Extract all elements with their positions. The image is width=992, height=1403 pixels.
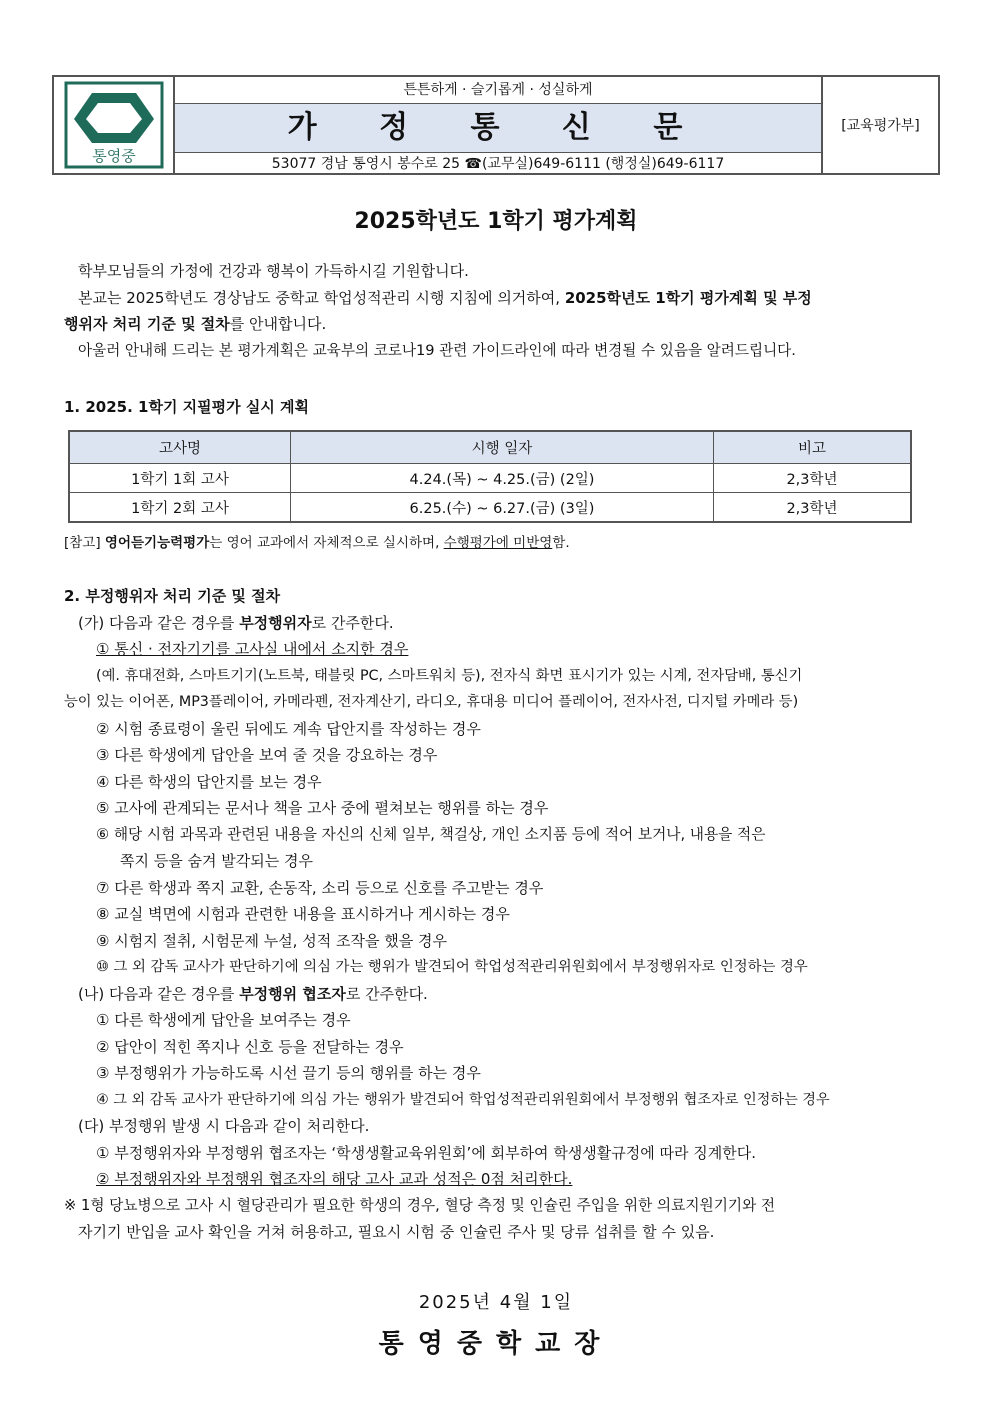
column-header: 고사명: [69, 431, 291, 464]
table-cell: 4.24.(목) ~ 4.25.(금) (2일): [291, 464, 714, 493]
list-item: (예. 휴대전화, 스마트기기(노트북, 태블릿 PC, 스마트워치 등), 전자식 화면 표시기가 있는 시계, 전자담배, 통신기: [96, 667, 803, 684]
list-item: ② 시험 종료령이 울린 뒤에도 계속 답안지를 작성하는 경우: [96, 719, 481, 738]
department-label: [교육평가부]: [841, 118, 920, 134]
intro-text-2: 를 안내합니다.: [229, 315, 327, 333]
subsection-ga: [64, 610, 934, 637]
subsection-na: [64, 981, 934, 1008]
school-logo: [54, 77, 175, 173]
note-label: [참고]: [64, 535, 105, 551]
list-item: ③ 다른 학생에게 답안을 보여 줄 것을 강요하는 경우: [96, 746, 438, 764]
intro-bold-text: 2025학년도 1학기 평가계획 및 부정: [564, 288, 812, 307]
column-header: 비고: [714, 431, 912, 464]
table-cell: 2,3학년: [714, 464, 912, 493]
list-item: ④ 다른 학생의 답안지를 보는 경우: [96, 772, 322, 791]
list-item: ① 다른 학생에게 답안을 보여주는 경우: [96, 1011, 351, 1029]
list-item: ① 부정행위자와 부정행위 협조자는 ‘학생생활교육위원회’에 회부하여 학생생활규정에 따라 징계한다.: [96, 1143, 756, 1162]
footnote: ※ 1형 당뇨병으로 고사 시 혈당관리가 필요한 학생의 경우, 혈당 측정 및 인슐린 주입을 위한 의료지원기기와 전: [64, 1196, 776, 1214]
list-item: ⑤ 고사에 관계되는 문서나 책을 고사 중에 펼쳐보는 행위를 하는 경우: [96, 799, 549, 817]
list-item: ③ 부정행위가 가능하도록 시선 끌기 등의 행위를 하는 경우: [96, 1064, 481, 1082]
principal-signature: 통영중학교장: [378, 1329, 614, 1359]
table-cell: 1학기 2회 고사: [69, 493, 291, 523]
subsection-da: (다) 부정행위 발생 시 다음과 같이 처리한다.: [78, 1117, 370, 1135]
school-logo-icon: [64, 81, 164, 169]
list-item: ⑨ 시험지 절취, 시험문제 누설, 성적 조작을 했을 경우: [96, 931, 447, 950]
section2-heading: 2. 부정행위자 처리 기준 및 절차: [64, 587, 281, 605]
table-cell: 6.25.(수) ~ 6.27.(금) (3일): [291, 493, 714, 523]
na-text: (나) 다음과 같은 경우를: [78, 984, 240, 1003]
table-note: [64, 530, 570, 557]
section1-heading: 1. 2025. 1학기 지필평가 실시 계획: [64, 398, 310, 416]
letterhead-center: [175, 77, 823, 173]
intro-paragraph-cont: [64, 311, 930, 338]
na-bold: 부정행위 협조자: [239, 984, 346, 1003]
list-item: ⑩ 그 외 감독 교사가 판단하기에 의심 가는 행위가 발견되어 학업성적관리위원회에서 부정행위자로 인정하는 경우: [96, 959, 808, 975]
logo-text: 통영중: [91, 147, 136, 165]
intro-text: 본교는 2025학년도 경상남도 중학교 학업성적관리 시행 지침에 의거하여,: [78, 288, 565, 307]
list-item: ⑥ 해당 시험 과목과 관련된 내용을 자신의 신체 일부, 책걸상, 개인 소지품 등에 적어 보거나, 내용을 적은: [96, 825, 766, 843]
list-item: [64, 636, 934, 663]
table-row: [69, 464, 911, 493]
note-end: 함.: [552, 535, 570, 551]
list-item: ⑧ 교실 벽면에 시험과 관련한 내용을 표시하거나 게시하는 경우: [96, 905, 510, 923]
list-item: 능이 있는 이어폰, MP3플레이어, 카메라펜, 전자계산기, 라디오, 휴대용 미디어 플레이어, 전자사전, 디지털 카메라 등): [64, 694, 799, 710]
school-motto: 튼튼하게 · 슬기롭게 · 성실하게: [175, 77, 821, 104]
letterhead: [52, 75, 940, 175]
newsletter-title: 가 정 통 신 문: [175, 104, 821, 153]
intro-greeting: 학부모님들의 가정에 건강과 행복이 가득하시길 기원합니다.: [78, 262, 469, 280]
exam-schedule-table: [68, 430, 912, 523]
list-item-text: ② 부정행위자와 부정행위 협조자의 해당 고사 교과 성적은 0점 처리한다.: [96, 1170, 573, 1188]
intro-paragraph: [64, 285, 930, 312]
intro-notice: 아울러 안내해 드리는 본 평가계획은 교육부의 코로나19 관련 가이드라인에 따라 변경될 수 있음을 알려드립니다.: [78, 341, 796, 359]
list-item-text: ① 통신 · 전자기기를 고사실 내에서 소지한 경우: [96, 640, 409, 658]
list-item: ② 답안이 적힌 쪽지나 신호 등을 전달하는 경우: [96, 1037, 404, 1056]
school-address: 53077 경남 통영시 봉수로 25 ☎(교무실)649-6111 (행정실)649-6117: [271, 156, 725, 172]
note-underlined: 수행평가에 미반영: [443, 535, 553, 551]
table-row: [69, 493, 911, 523]
list-item: 쪽지 등을 숨겨 발각되는 경우: [120, 852, 313, 870]
ga-text: (가) 다음과 같은 경우를: [78, 613, 240, 632]
footnote-cont: 자기기 반입을 교사 확인을 거쳐 허용하고, 필요시 시험 중 인슐린 주사 및 당류 섭취를 할 수 있음.: [78, 1223, 715, 1241]
list-item: ⑦ 다른 학생과 쪽지 교환, 손동작, 소리 등으로 신호를 주고받는 경우: [96, 878, 544, 897]
note-bold: 영어듣기능력평가: [104, 535, 210, 551]
issue-date: 2025년 4월 1일: [418, 1292, 574, 1313]
section2: [64, 583, 934, 1246]
ga-bold: 부정행위자: [239, 613, 312, 632]
list-item: ④ 그 외 감독 교사가 판단하기에 의심 가는 행위가 발견되어 학업성적관리위원회에서 부정행위 협조자로 인정하는 경우: [96, 1091, 830, 1108]
intro-bold-text-2: 행위자 처리 기준 및 절차: [64, 315, 230, 333]
note-text: 는 영어 교과에서 자체적으로 실시하며,: [209, 535, 444, 551]
column-header: 시행 일자: [291, 431, 714, 464]
document-title: 2025학년도 1학기 평가계획: [354, 209, 638, 234]
table-cell: 1학기 1회 고사: [69, 464, 291, 493]
na-text-end: 로 간주한다.: [345, 984, 428, 1003]
table-cell: 2,3학년: [714, 493, 912, 523]
table-header-row: [69, 431, 911, 464]
ga-text-end: 로 간주한다.: [311, 613, 394, 632]
intro: [64, 258, 930, 364]
list-item: [64, 1166, 934, 1193]
